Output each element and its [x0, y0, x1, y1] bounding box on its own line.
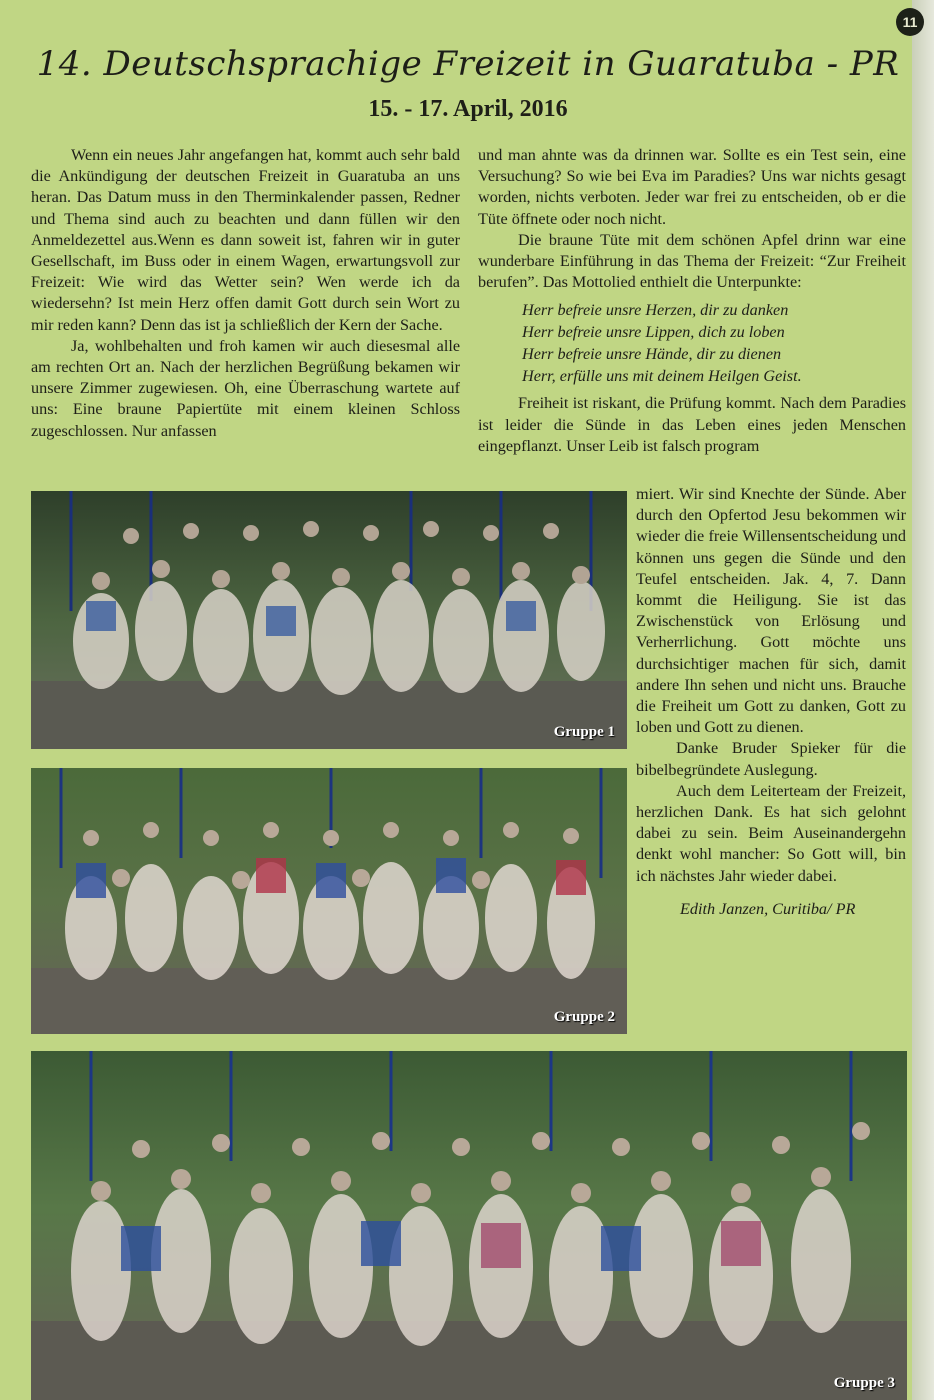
photo-caption: Gruppe 1: [553, 724, 615, 740]
page-number-badge: 11: [896, 8, 924, 36]
motto-song: [522, 299, 906, 387]
group-photo-1-image: [31, 491, 627, 749]
paragraph: Auch dem Leiterteam der Freizeit, herzlichen Dank. Es hat sich gelohnt dabei zu sein. Beim Auseinandergehn denkt wohl mancher: So Gott will, bin ich nächstes Jahr wieder dabei.: [636, 781, 906, 885]
paragraph: und man ahnte was da drinnen war. Sollte es ein Test sein, eine Versuchung? So wie bei Eva im Paradies? Uns war nichts gesagt worden, nichts verboten. Jeder war frei zu entscheiden, ob er die Tüte öffnete oder noch nicht.: [478, 146, 906, 228]
photo-caption: Gruppe 3: [833, 1375, 895, 1391]
right-text-column: [478, 145, 906, 457]
paragraph: Freiheit ist riskant, die Prüfung kommt. Nach dem Paradies ist leider die Sünde in das Leben eines jeden Menschen eingepflanzt. Unser Leib ist falsch program: [478, 394, 906, 455]
left-text-column: [31, 145, 460, 442]
paragraph: Ja, wohlbehalten und froh kamen wir auch diesesmal alle am rechten Ort an. Nach der herzlichen Begrüßung bekamen wir unsere Zimmer zugewiesen. Oh, eine Überraschung wartete auf uns: Eine braune Papiertüte mit einem kleinen Schloss zugeschlossen. Nur anfassen: [31, 336, 460, 440]
hymn-line: Herr, erfülle uns mit deinem Heilgen Geist.: [522, 367, 802, 386]
paragraph: miert. Wir sind Knechte der Sünde. Aber durch den Opfertod Jesu bekommen wir wieder die freie Willensentscheidung und können uns gegen die Sünde und den Teufel entscheiden. Jak. 4, 7. Dann kommt die Heiligung. Sie ist das Zwischenstück von Erlösung und Verherrlichung. Gott möchte uns durchsichtiger machen für sich, damit andere Ihn sehen und nicht uns. Brauche die Freiheit um Gott zu danken, Gott zu loben und Gott zu dienen.: [636, 485, 906, 737]
hymn-line: Herr befreie unsre Lippen, dich zu loben: [522, 323, 785, 342]
paragraph: Wenn ein neues Jahr angefangen hat, kommt auch sehr bald die Ankündigung der deutschen Freizeit in Guaratuba an uns heran. Das Datum muss in den Therminkalender passen, Redner und Thema sind auch zu beachten und dann füllen wir den Anmeldezettel aus.Wenn es dann soweit ist, fahren wir in guter Gesellschaft, im Buss oder in einem Wagen, erwartungsvoll zur Freizeit: Wie wird das Wetter sein? Wen werde ich da wiedersehn? Ist mein Herz offen damit Gott durch sein Wort zu mir reden kann? Denn das ist ja schließlich der Kern der Sache.: [31, 146, 460, 334]
hymn-line: Herr befreie unsre Hände, dir zu dienen: [522, 345, 782, 364]
group-photo-3-image: [31, 1051, 907, 1400]
group-photo-1: [31, 491, 627, 749]
group-photo-2-image: [31, 768, 627, 1034]
narrow-text-column: [636, 484, 906, 920]
group-photo-2: [31, 768, 627, 1034]
article-title: 14. Deutschsprachige Freizeit in Guaratuba - PR: [36, 44, 900, 84]
hymn-line: Herr befreie unsre Herzen, dir zu danken: [522, 301, 789, 320]
group-photo-3: [31, 1051, 907, 1400]
paragraph: Die braune Tüte mit dem schönen Apfel drinn war eine wunderbare Einführung in das Thema der Freizeit: “Zur Freiheit berufen”. Das Mottolied enthielt die Unterpunkte:: [478, 230, 906, 292]
author-signature: Edith Janzen, Curitiba/ PR: [680, 899, 856, 918]
binding-strip: [912, 0, 934, 1400]
paragraph: Danke Bruder Spieker für die bibelbegründete Auslegung.: [636, 739, 906, 779]
photo-caption: Gruppe 2: [553, 1009, 615, 1025]
article-date: 15. - 17. April, 2016: [368, 96, 568, 122]
